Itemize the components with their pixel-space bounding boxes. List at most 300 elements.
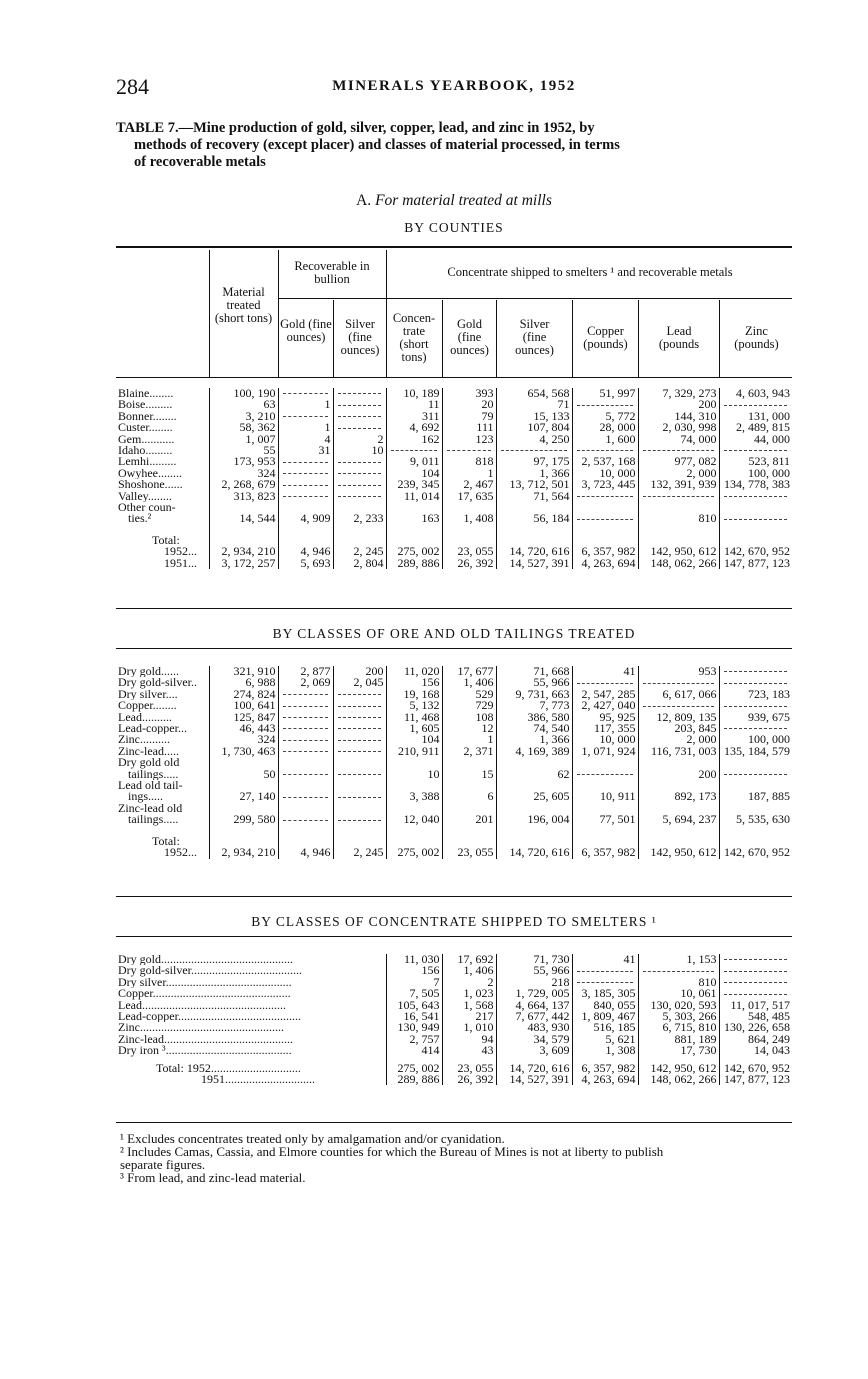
table-cell — [572, 491, 638, 502]
table-cell — [333, 712, 386, 723]
table-cell: 201 — [442, 803, 496, 826]
subtitle-text: For material treated at mills — [375, 192, 552, 209]
table-cell: 95, 925 — [572, 712, 638, 723]
table-cell: 10, 911 — [572, 780, 638, 803]
table-cell: 14, 720, 616 — [496, 546, 572, 557]
table-cell: 5, 693 — [278, 558, 333, 569]
table-cell: 10 — [333, 445, 386, 456]
row-label: Other coun- ties.² — [118, 502, 176, 525]
table-cell — [278, 468, 333, 479]
table-cell — [638, 491, 719, 502]
table-cell: 4, 603, 943 — [719, 388, 792, 399]
table-cell: 10, 061 — [638, 988, 719, 999]
table-cell: 123 — [442, 434, 496, 445]
table-cell: 26, 392 — [442, 558, 496, 569]
table-cell: 6, 617, 066 — [638, 689, 719, 700]
table-cell: 313, 823 — [209, 491, 278, 502]
header-gold-bullion: Gold (fine ounces) — [280, 317, 332, 344]
table-cell: 142, 670, 952 — [719, 546, 792, 557]
table-cell: 218 — [496, 977, 572, 988]
row-label: Lead-copper... — [118, 723, 187, 735]
table-cell: 289, 886 — [386, 1074, 442, 1085]
table-cell — [719, 757, 792, 780]
table-cell: 130, 020, 593 — [638, 1000, 719, 1011]
table-cell: 63 — [209, 399, 278, 410]
table-cell: 147, 877, 123 — [719, 1074, 792, 1085]
table-cell: 9, 731, 663 — [496, 689, 572, 700]
table-cell: 107, 804 — [496, 422, 572, 433]
table-cell: 2, 489, 815 — [719, 422, 792, 433]
table-cell: 203, 845 — [638, 723, 719, 734]
table-cell — [333, 388, 386, 399]
table-cell: 2, 934, 210 — [209, 546, 278, 557]
table-cell: 6, 715, 810 — [638, 1022, 719, 1033]
table-cell: 147, 877, 123 — [719, 558, 792, 569]
table-cell: 14, 527, 391 — [496, 558, 572, 569]
subtitle-letter: A. — [356, 192, 372, 209]
table-cell: 55, 966 — [496, 965, 572, 976]
table-cell: 34, 579 — [496, 1034, 572, 1045]
table-cell — [278, 734, 333, 745]
row-label: Dry gold...... — [118, 666, 179, 678]
table-cell — [572, 965, 638, 976]
table-cell: 19, 168 — [386, 689, 442, 700]
page-header — [116, 74, 792, 102]
table-cell: 7, 329, 273 — [638, 388, 719, 399]
row-label: Copper........ — [118, 700, 177, 712]
table-cell: 1, 071, 924 — [572, 746, 638, 757]
rule — [116, 648, 792, 649]
divider — [333, 300, 334, 378]
table-cell: 15, 133 — [496, 411, 572, 422]
table-row — [116, 780, 792, 803]
row-label: Owyhee........ — [118, 467, 182, 480]
row-label: Lead................................................ — [118, 999, 286, 1012]
table-cell: 2, 877 — [278, 666, 333, 677]
table-cell: 324 — [209, 734, 278, 745]
table-cell: 130, 949 — [386, 1022, 442, 1033]
table-cell — [719, 666, 792, 677]
footnote: ³ From lead, and zinc-lead material. — [120, 1170, 306, 1185]
table-cell — [572, 502, 638, 525]
section-heading-concentrate: BY CLASSES OF CONCENTRATE SHIPPED TO SMELTERS ¹ — [251, 914, 657, 929]
table-cell: 10 — [386, 757, 442, 780]
table-cell: 2, 547, 285 — [572, 689, 638, 700]
row-label: Lead old tail- ings..... — [118, 780, 183, 803]
footnote: separate figures. — [120, 1157, 206, 1172]
table-cell: 386, 580 — [496, 712, 572, 723]
table-cell: 17, 677 — [442, 666, 496, 677]
table-row — [116, 502, 792, 525]
table-cell: 5, 772 — [572, 411, 638, 422]
header-zinc: Zinc (pounds) — [734, 324, 779, 351]
table-cell: 79 — [442, 411, 496, 422]
table-cell: 523, 811 — [719, 456, 792, 467]
row-label: Valley........ — [118, 490, 172, 503]
table-cell — [333, 757, 386, 780]
table-cell: 111 — [442, 422, 496, 433]
table-cell: 55, 966 — [496, 677, 572, 688]
table-cell: 6, 357, 982 — [572, 847, 638, 858]
table-cell: 4, 909 — [278, 502, 333, 525]
table-cell: 5, 535, 630 — [719, 803, 792, 826]
header-gold: Gold (fine ounces) — [450, 317, 489, 357]
table-cell — [333, 399, 386, 410]
header-copper: Copper (pounds) — [583, 324, 628, 351]
table-cell: 1, 408 — [442, 502, 496, 525]
table-cell: 11, 468 — [386, 712, 442, 723]
row-label: Zinc-lead..... — [118, 745, 179, 758]
table-cell: 5, 621 — [572, 1034, 638, 1045]
row-label: Bonner........ — [118, 410, 177, 423]
table-cell: 12 — [442, 723, 496, 734]
table-cell: 2, 045 — [333, 677, 386, 688]
table-cell: 71, 730 — [496, 954, 572, 965]
table-cell: 4, 946 — [278, 847, 333, 858]
table-cell: 135, 184, 579 — [719, 746, 792, 757]
table-cell: 2, 934, 210 — [209, 847, 278, 858]
table-cell: 5, 303, 266 — [638, 1011, 719, 1022]
table-cell: 1 — [442, 468, 496, 479]
row-label: Total: — [152, 534, 180, 547]
table-subtitle — [116, 192, 792, 210]
row-label: Idaho......... — [118, 445, 173, 457]
table-cell — [719, 502, 792, 525]
table-cell: 4, 263, 694 — [572, 1074, 638, 1085]
table-cell: 3, 172, 257 — [209, 558, 278, 569]
row-label: Lead-copper......................................... — [118, 1011, 301, 1023]
table-cell: 1 — [278, 422, 333, 433]
header-lead: Lead (pounds — [658, 324, 700, 351]
row-label: Lead.......... — [118, 711, 172, 724]
table-cell — [333, 700, 386, 711]
table-cell: 25, 605 — [496, 780, 572, 803]
table-cell: 1, 366 — [496, 734, 572, 745]
header-silver-bullion: Silver (fine ounces) — [340, 317, 380, 357]
row-label: Dry gold old tailings..... — [118, 757, 180, 781]
table-cell: 311 — [386, 411, 442, 422]
table-cell: 51, 997 — [572, 388, 638, 399]
divider — [442, 300, 443, 378]
header-silver: Silver (fine ounces) — [515, 317, 554, 357]
counties-table — [116, 388, 792, 569]
table-cell: 2, 268, 679 — [209, 479, 278, 490]
rule — [116, 246, 792, 248]
table-row — [116, 1074, 792, 1085]
table-cell: 6 — [442, 780, 496, 803]
table-cell: 27, 140 — [209, 780, 278, 803]
table-cell: 1, 007 — [209, 434, 278, 445]
table-cell: 2, 000 — [638, 734, 719, 745]
table-cell: 217 — [442, 1011, 496, 1022]
table-cell: 275, 002 — [386, 546, 442, 557]
table-cell: 10, 000 — [572, 468, 638, 479]
table-cell: 11, 017, 517 — [719, 1000, 792, 1011]
table-cell: 1, 023 — [442, 988, 496, 999]
table-cell: 1, 010 — [442, 1022, 496, 1033]
row-label: 1951.............................. — [201, 1074, 315, 1086]
table-cell: 1, 730, 463 — [209, 746, 278, 757]
row-label: Dry silver.......................................... — [118, 976, 292, 989]
table-cell: 94 — [442, 1034, 496, 1045]
row-label: Dry gold-silver.. — [118, 677, 197, 689]
table-cell: 1 — [278, 399, 333, 410]
table-cell: 11, 020 — [386, 666, 442, 677]
table-cell: 17, 635 — [442, 491, 496, 502]
table-cell: 2 — [333, 434, 386, 445]
table-cell: 31 — [278, 445, 333, 456]
table-cell: 2, 233 — [333, 502, 386, 525]
table-cell: 10, 000 — [572, 734, 638, 745]
table-cell: 14, 544 — [209, 502, 278, 525]
table-cell: 12, 040 — [386, 803, 442, 826]
table-cell: 97, 175 — [496, 456, 572, 467]
table-cell: 6, 357, 982 — [572, 1063, 638, 1074]
table-cell: 17, 692 — [442, 954, 496, 965]
table-cell: 2, 804 — [333, 558, 386, 569]
row-label: Dry iron ³.......................................... — [118, 1045, 292, 1057]
table-cell: 1, 153 — [638, 954, 719, 965]
table-cell: 7 — [386, 977, 442, 988]
table-cell — [278, 803, 333, 826]
table-cell — [278, 746, 333, 757]
table-cell: 3, 185, 305 — [572, 988, 638, 999]
table-cell: 275, 002 — [386, 847, 442, 858]
footnote: ² Includes Camas, Cassia, and Elmore counties for which the Bureau of Mines is not at liberty to publish — [120, 1144, 664, 1159]
table-cell — [333, 734, 386, 745]
row-label: Blaine........ — [118, 388, 174, 400]
table-cell: 1, 568 — [442, 1000, 496, 1011]
table-row — [116, 757, 792, 780]
table-cell — [719, 977, 792, 988]
table-cell: 56, 184 — [496, 502, 572, 525]
table-cell: 5, 694, 237 — [638, 803, 719, 826]
table-cell — [278, 700, 333, 711]
table-title-line: TABLE 7.—Mine production of gold, silver, copper, lead, and zinc in 1952, by — [116, 120, 595, 136]
ore-classes-table — [116, 666, 792, 859]
table-cell — [333, 780, 386, 803]
table-cell: 10, 189 — [386, 388, 442, 399]
table-cell — [333, 723, 386, 734]
table-cell: 142, 950, 612 — [638, 1063, 719, 1074]
table-cell: 2, 371 — [442, 746, 496, 757]
table-cell: 2, 000 — [638, 468, 719, 479]
rule — [116, 608, 792, 609]
table-cell — [333, 689, 386, 700]
table-cell: 3, 210 — [209, 411, 278, 422]
table-cell: 529 — [442, 689, 496, 700]
table-cell — [333, 491, 386, 502]
divider — [572, 300, 573, 378]
table-cell: 196, 004 — [496, 803, 572, 826]
table-cell: 100, 000 — [719, 468, 792, 479]
table-cell: 289, 886 — [386, 558, 442, 569]
table-row — [116, 558, 792, 569]
table-cell: 1, 809, 467 — [572, 1011, 638, 1022]
spacer-row — [116, 525, 792, 535]
table-cell: 3, 609 — [496, 1045, 572, 1056]
table-cell: 74, 000 — [638, 434, 719, 445]
table-cell: 44, 000 — [719, 434, 792, 445]
table-cell — [719, 965, 792, 976]
table-cell: 4, 169, 389 — [496, 746, 572, 757]
table-row — [116, 1045, 792, 1056]
table-cell: 15 — [442, 757, 496, 780]
table-cell: 729 — [442, 700, 496, 711]
table-cell: 239, 345 — [386, 479, 442, 490]
table-cell: 43 — [442, 1045, 496, 1056]
row-label: Gem........... — [118, 433, 175, 446]
table-cell — [278, 479, 333, 490]
table-cell: 210, 911 — [386, 746, 442, 757]
table-row — [116, 954, 792, 965]
table-cell: 23, 055 — [442, 847, 496, 858]
table-cell: 148, 062, 266 — [638, 558, 719, 569]
table-cell — [278, 712, 333, 723]
row-label: Total: 1952.............................. — [156, 1062, 301, 1075]
table-cell: 142, 950, 612 — [638, 847, 719, 858]
table-cell — [278, 456, 333, 467]
table-cell — [719, 491, 792, 502]
table-row — [116, 479, 792, 490]
table-cell: 723, 183 — [719, 689, 792, 700]
table-cell: 11, 030 — [386, 954, 442, 965]
table-cell: 1, 406 — [442, 965, 496, 976]
table-title-line: methods of recovery (except placer) and classes of material processed, in terms — [134, 137, 620, 153]
table-cell: 144, 310 — [638, 411, 719, 422]
table-cell: 156 — [386, 965, 442, 976]
table-cell: 7, 773 — [496, 700, 572, 711]
table-cell: 13, 712, 501 — [496, 479, 572, 490]
table-cell: 58, 362 — [209, 422, 278, 433]
table-row — [116, 965, 792, 976]
table-cell: 105, 643 — [386, 1000, 442, 1011]
table-cell: 299, 580 — [209, 803, 278, 826]
table-cell: 14, 527, 391 — [496, 1074, 572, 1085]
table-cell: 2, 757 — [386, 1034, 442, 1045]
table-cell: 810 — [638, 502, 719, 525]
row-label: Zinc-lead........................................... — [118, 1033, 293, 1046]
column-headers — [116, 250, 792, 378]
divider — [116, 377, 792, 378]
table-cell: 125, 847 — [209, 712, 278, 723]
table-cell: 274, 824 — [209, 689, 278, 700]
table-title-line: of recoverable metals — [134, 154, 266, 170]
table-cell: 134, 778, 383 — [719, 479, 792, 490]
table-cell: 393 — [442, 388, 496, 399]
divider — [719, 300, 720, 378]
table-cell: 1 — [442, 734, 496, 745]
table-cell: 12, 809, 135 — [638, 712, 719, 723]
table-cell: 1, 605 — [386, 723, 442, 734]
table-cell: 953 — [638, 666, 719, 677]
table-cell: 2, 467 — [442, 479, 496, 490]
table-cell: 4, 946 — [278, 546, 333, 557]
table-cell: 2, 537, 168 — [572, 456, 638, 467]
table-cell: 142, 950, 612 — [638, 546, 719, 557]
header-concentrate-group: Concentrate shipped to smelters ¹ and recoverable metals — [447, 265, 733, 279]
table-cell: 173, 953 — [209, 456, 278, 467]
divider — [496, 300, 497, 378]
table-cell: 104 — [386, 468, 442, 479]
table-cell: 41 — [572, 954, 638, 965]
table-cell — [278, 780, 333, 803]
table-cell: 2 — [442, 977, 496, 988]
table-row — [116, 803, 792, 826]
table-cell: 100, 000 — [719, 734, 792, 745]
divider — [638, 300, 639, 378]
table-cell: 100, 190 — [209, 388, 278, 399]
table-cell: 71, 564 — [496, 491, 572, 502]
row-label: 1952... — [164, 546, 197, 558]
table-cell: 148, 062, 266 — [638, 1074, 719, 1085]
row-label: Lemhi......... — [118, 456, 177, 468]
table-title — [116, 120, 796, 171]
table-cell: 2, 245 — [333, 546, 386, 557]
table-cell — [572, 757, 638, 780]
table-cell: 939, 675 — [719, 712, 792, 723]
row-label: Dry gold............................................ — [118, 954, 293, 966]
table-cell: 132, 391, 939 — [638, 479, 719, 490]
section-heading-ore: BY CLASSES OF ORE AND OLD TAILINGS TREATED — [272, 626, 636, 641]
row-label: Copper.............................................. — [118, 988, 291, 1000]
table-cell: 20 — [442, 399, 496, 410]
table-cell: 4 — [278, 434, 333, 445]
table-cell: 71, 668 — [496, 666, 572, 677]
table-row — [116, 746, 792, 757]
table-cell: 104 — [386, 734, 442, 745]
table-cell — [333, 456, 386, 467]
table-cell — [278, 757, 333, 780]
table-cell: 864, 249 — [719, 1034, 792, 1045]
table-row — [116, 666, 792, 677]
table-cell: 26, 392 — [442, 1074, 496, 1085]
row-label: Zinc................................................ — [118, 1022, 284, 1034]
row-label: Boise......... — [118, 399, 173, 411]
table-cell: 156 — [386, 677, 442, 688]
table-cell: 16, 541 — [386, 1011, 442, 1022]
table-cell: 77, 501 — [572, 803, 638, 826]
table-cell: 4, 263, 694 — [572, 558, 638, 569]
divider — [209, 250, 210, 378]
divider — [278, 250, 279, 378]
rule — [116, 936, 792, 937]
table-cell: 6, 357, 982 — [572, 546, 638, 557]
row-label: Custer........ — [118, 422, 173, 434]
table-cell: 2, 245 — [333, 847, 386, 858]
table-cell: 200 — [638, 399, 719, 410]
section-heading-counties: BY COUNTIES — [404, 220, 504, 235]
table-cell: 2, 427, 040 — [572, 700, 638, 711]
row-label: Shoshone...... — [118, 479, 183, 491]
table-cell: 1, 308 — [572, 1045, 638, 1056]
table-cell: 14, 043 — [719, 1045, 792, 1056]
table-cell: 130, 226, 658 — [719, 1022, 792, 1033]
footnotes — [120, 1132, 796, 1184]
table-cell: 275, 002 — [386, 1063, 442, 1074]
table-cell: 3, 388 — [386, 780, 442, 803]
table-cell: 117, 355 — [572, 723, 638, 734]
table-cell — [333, 479, 386, 490]
table-cell: 4, 664, 137 — [496, 1000, 572, 1011]
table-cell — [333, 411, 386, 422]
table-cell: 162 — [386, 434, 442, 445]
table-cell: 810 — [638, 977, 719, 988]
table-row — [116, 434, 792, 445]
table-cell — [333, 746, 386, 757]
table-cell — [278, 723, 333, 734]
table-cell: 71 — [496, 399, 572, 410]
